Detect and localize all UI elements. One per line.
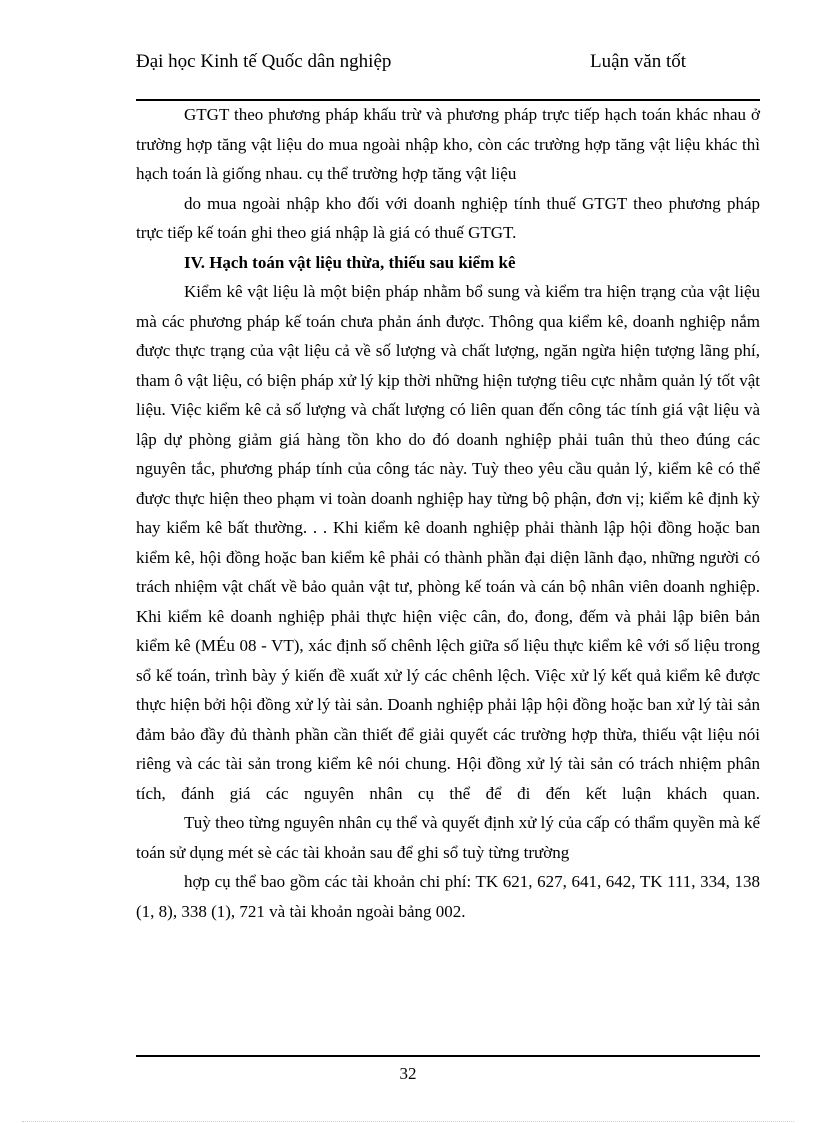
page-edge-dotted-line: [22, 1121, 794, 1122]
paragraph-2: do mua ngoài nhập kho đối với doanh nghiệp tính thuế GTGT theo phương pháp trực tiếp kế toán ghi theo giá nhập là giá có thuế GTGT.: [136, 193, 760, 242]
footer-divider: [136, 1055, 760, 1057]
header-university: Đại học Kinh tế Quốc dân nghiệp: [136, 51, 392, 72]
paragraph-5: hợp cụ thể bao gồm các tài khoản chi phí: TK 621, 627, 641, 642, TK 111, 334, 138 (1, 8), 338 (1), 721 và tài khoản ngoài bảng 002.: [136, 872, 760, 921]
paragraph-4: Tuỳ theo từng nguyên nhân cụ thể và quyết định xử lý của cấp có thẩm quyền mà kế toán sử dụng mét sè các tài khoản sau để ghi sổ tuỳ từng trường: [136, 813, 760, 862]
paragraph-1: GTGT theo phương pháp khấu trừ và phương pháp trực tiếp hạch toán khác nhau ở trường hợp tăng vật liệu do mua ngoài nhập kho, còn các trường hợp tăng vật liệu khác thì hạch toán là giống nhau. cụ thể trường hợp tăng vật liệu: [136, 105, 760, 183]
header-thesis-title: Luận văn tốt: [590, 51, 687, 72]
document-body: [136, 100, 760, 926]
paragraph-3: Kiểm kê vật liệu là một biện pháp nhằm bổ sung và kiểm tra hiện trạng của vật liệu mà các phương pháp kế toán chưa phản ánh được. Thông qua kiểm kê, doanh nghiệp nắm được thực trạng của vật liệu cả về số lượng và chất lượng, ngăn ngừa hiện tượng lãng phí, tham ô vật liệu, có biện pháp xử lý kịp thời những hiện tượng tiêu cực nhằm quản lý tốt vật liệu. Việc kiểm kê cả số lượng và chất lượng có liên quan đến công tác tính giá vật liệu và lập dự phòng giảm giá hàng tồn kho do đó doanh nghiệp phải tuân thủ theo đúng các nguyên tắc, phương pháp tính của công tác này. Tuỳ theo yêu cầu quản lý, kiểm kê có thể được thực hiện theo phạm vi toàn doanh nghiệp hay từng bộ phận, đơn vị; kiểm kê định kỳ hay kiểm kê bất thường. . . Khi kiểm kê doanh nghiệp phải thành lập hội đồng hoặc ban kiểm kê, hội đồng hoặc ban kiểm kê phải có thành phần đại diện lãnh đạo, những người có trách nhiệm vật chất về bảo quản vật tư, phòng kế toán và cán bộ nhân viên doanh nghiệp. Khi kiểm kê doanh nghiệp phải thực hiện việc cân, đo, đong, đếm và phải lập biên bản kiểm kê (MÉu 08 - VT), xác định số chênh lệch giữa số liệu thực kiểm kê với số liệu trong sổ kế toán, trình bày ý kiến đề xuất xử lý các chênh lệch. Việc xử lý kết quả kiểm kê được thực hiện bởi hội đồng xử lý tài sản. Doanh nghiệp phải lập hội đồng hoặc ban xử lý tài sản đảm bảo đầy đủ thành phần cần thiết để giải quyết các trường hợp thừa, thiếu vật liệu nói riêng và các tài sản trong kiểm kê nói chung. Hội đồng xử lý tài sản có trách nhiệm phân tích, đánh giá các nguyên nhân cụ thể để đi đến kết luận khách quan.: [136, 282, 760, 803]
section-heading: IV. Hạch toán vật liệu thừa, thiếu sau kiểm kê: [184, 252, 516, 272]
page-number: 32: [399, 1064, 417, 1083]
